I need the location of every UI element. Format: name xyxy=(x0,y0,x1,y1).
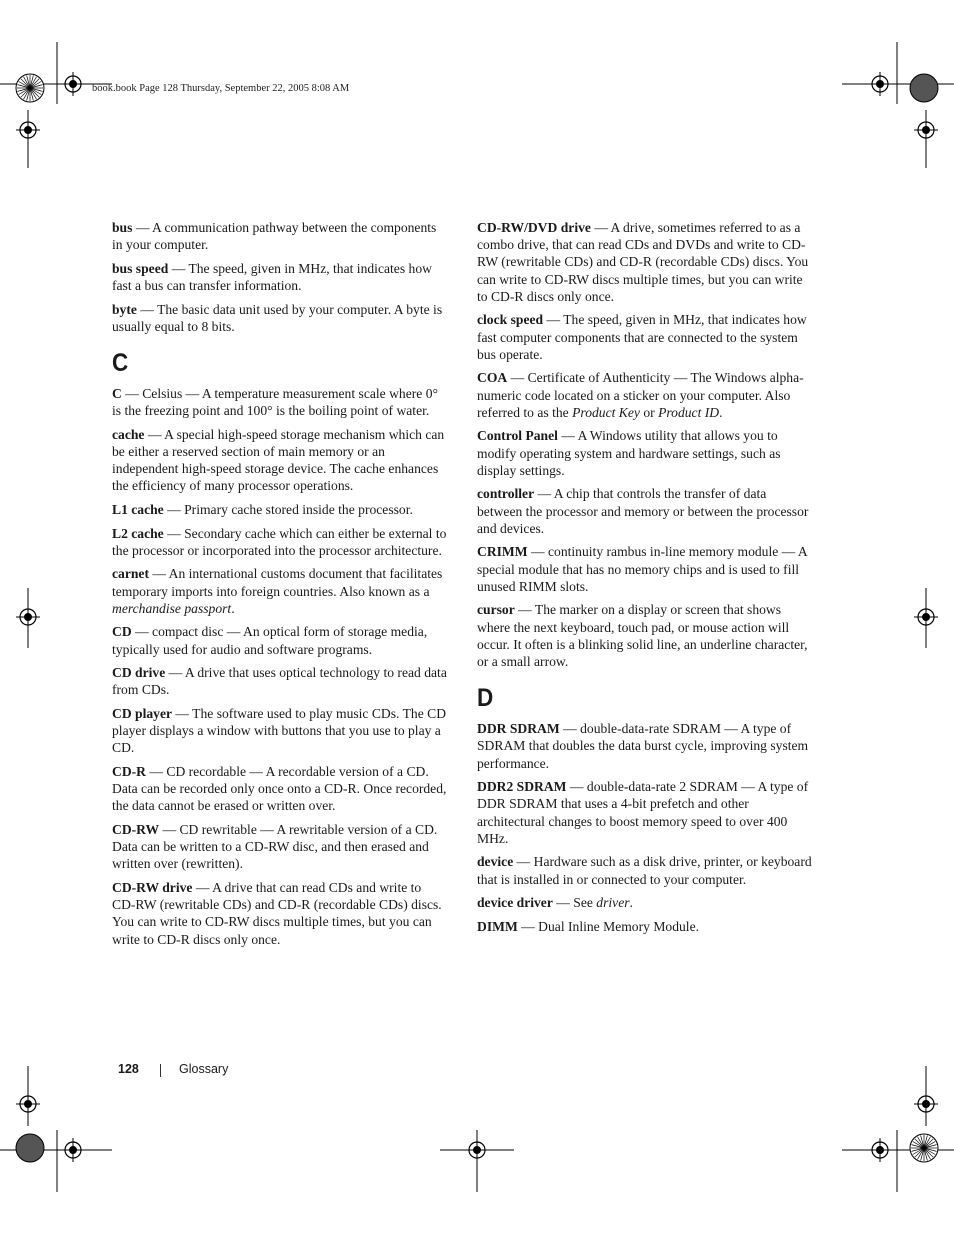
glossary-definition: — A Windows utility that allows you to modify operating system and hardware settings, such as display settings. xyxy=(477,428,781,478)
glossary-entry xyxy=(477,311,813,363)
glossary-term: bus xyxy=(112,220,133,235)
glossary-entry xyxy=(112,501,448,518)
glossary-term: device driver xyxy=(477,895,553,911)
section-title: Glossary xyxy=(179,1062,229,1076)
print-header: book.book Page 128 Thursday, September 22, 2005 8:08 AM xyxy=(92,83,350,94)
glossary-definition: — compact disc — An optical form of storage media, typically used for audio and software programs. xyxy=(112,624,428,657)
glossary-term: CD player xyxy=(112,705,173,721)
glossary-definition: — See xyxy=(552,895,597,911)
glossary-term: Control Panel xyxy=(477,428,558,444)
glossary-entry xyxy=(112,385,448,419)
glossary-entry xyxy=(112,821,448,873)
glossary-definition: . xyxy=(231,600,235,616)
glossary-entry xyxy=(112,260,448,294)
section-letter: C xyxy=(112,349,129,377)
footer-separator xyxy=(160,1064,161,1077)
glossary-term: CD-RW/DVD drive xyxy=(477,220,591,235)
glossary-term: CD-R xyxy=(112,763,146,779)
glossary-term: CRIMM xyxy=(477,544,528,560)
glossary-definition: — A special high-speed storage mechanism which can be either a reserved section of main memory or an independent high-speed storage device. The cache enhances the efficiency of many processor operations. xyxy=(112,426,445,494)
glossary-definition: — The software used to play music CDs. The CD player displays a window with buttons that you use to play a CD. xyxy=(112,705,447,756)
glossary-entry xyxy=(477,918,813,935)
glossary-definition: — CD recordable — A recordable version of a CD. Data can be recorded only once onto a CD-R. Once recorded, the data cannot be erased or written over. xyxy=(112,763,447,814)
glossary-term: clock speed xyxy=(477,312,544,328)
glossary-term: L2 cache xyxy=(112,525,164,541)
glossary-term: COA xyxy=(477,370,508,386)
glossary-definition: — A drive, sometimes referred to as a combo drive, that can read CDs and DVDs and write to CD-RW (rewritable CDs) and CD-R (recordable CDs) discs. You can write to CD-RW discs multiple times, but you can write to CD-R discs only once. xyxy=(477,220,809,304)
glossary-definition: — A communication pathway between the components in your computer. xyxy=(112,220,437,253)
glossary-entry xyxy=(477,601,813,670)
glossary-entry xyxy=(477,778,813,847)
glossary-entry xyxy=(477,853,813,887)
glossary-column-left xyxy=(112,219,448,954)
glossary-entry xyxy=(477,894,813,911)
glossary-definition: — The speed, given in MHz, that indicates how fast computer components that are connected to the system bus operate. xyxy=(477,312,807,362)
glossary-definition: — CD rewritable — A rewritable version of a CD. Data can be written to a CD-RW disc, and then erased and written over (rewritten). xyxy=(112,821,438,872)
glossary-entry xyxy=(477,219,813,305)
glossary-italic: Product ID xyxy=(658,404,720,420)
glossary-entry xyxy=(112,705,448,757)
glossary-term: cache xyxy=(112,426,145,442)
glossary-term: DIMM xyxy=(477,918,518,934)
glossary-definition: — continuity rambus in-line memory module — A special module that has no memory chips and is used to fill unused RIMM slots. xyxy=(477,544,807,594)
glossary-term: C xyxy=(112,386,122,401)
glossary-definition: . xyxy=(719,404,723,420)
glossary-term: carnet xyxy=(112,566,149,582)
glossary-term: L1 cache xyxy=(112,502,164,517)
glossary-entry xyxy=(112,763,448,815)
glossary-term: DDR SDRAM xyxy=(477,721,560,737)
glossary-term: cursor xyxy=(477,602,515,618)
glossary-definition: — Secondary cache which can either be external to the processor or incorporated into the processor architecture. xyxy=(112,525,447,558)
glossary-entry xyxy=(477,369,813,421)
glossary-entry xyxy=(112,301,448,335)
glossary-entry xyxy=(112,879,448,948)
glossary-definition: — Dual Inline Memory Module. xyxy=(517,918,700,934)
glossary-definition: — Certificate of Authenticity — The Windows alpha-numeric code located on a sticker on your computer. Also referred to as the xyxy=(477,370,804,420)
glossary-term: device xyxy=(477,854,514,870)
glossary-entry xyxy=(112,664,448,698)
glossary-entry xyxy=(112,565,448,617)
glossary-entry xyxy=(477,720,813,772)
glossary-entry xyxy=(112,219,448,253)
glossary-definition: — Hardware such as a disk drive, printer, or keyboard that is installed in or connected to your computer. xyxy=(477,854,812,887)
glossary-definition: — The basic data unit used by your computer. A byte is usually equal to 8 bits. xyxy=(112,301,443,334)
glossary-definition: — A chip that controls the transfer of data between the processor and memory or between the processor and devices. xyxy=(477,486,809,536)
glossary-entry xyxy=(112,426,448,495)
glossary-term: CD-RW drive xyxy=(112,879,193,895)
glossary-definition: — Primary cache stored inside the processor. xyxy=(163,502,413,517)
glossary-definition: . xyxy=(629,895,633,911)
glossary-entry xyxy=(477,427,813,479)
glossary-term: DDR2 SDRAM xyxy=(477,779,567,795)
glossary-definition: — The marker on a display or screen that shows where the next keyboard, touch pad, or mouse action will occur. It often is a blinking solid line, an underline character, or a small arrow. xyxy=(477,602,808,670)
glossary-italic: driver xyxy=(596,895,630,911)
glossary-term: CD xyxy=(112,624,132,640)
glossary-term: byte xyxy=(112,301,137,317)
glossary-term: CD-RW xyxy=(112,821,160,837)
glossary-definition: — The speed, given in MHz, that indicates how fast a bus can transfer information. xyxy=(112,260,432,293)
glossary-definition: — double-data-rate 2 SDRAM — A type of DDR SDRAM that uses a 4-bit prefetch and other architectural changes to boost memory speed to over 400 MHz. xyxy=(477,779,809,846)
glossary-definition: or xyxy=(639,404,659,420)
glossary-definition: — double-data-rate SDRAM — A type of SDRAM that doubles the data burst cycle, improving system performance. xyxy=(477,721,809,771)
glossary-italic: Product Key xyxy=(572,404,640,420)
glossary-entry xyxy=(112,525,448,559)
glossary-column-right xyxy=(477,219,813,941)
page-number: 128 xyxy=(118,1062,139,1076)
glossary-italic: merchandise passport xyxy=(112,600,232,616)
glossary-term: CD drive xyxy=(112,665,166,681)
glossary-entry xyxy=(477,543,813,595)
section-letter: D xyxy=(477,684,494,713)
glossary-definition: — An international customs document that facilitates temporary imports into foreign countries. Also known as a xyxy=(112,566,443,599)
glossary-entry xyxy=(112,623,448,657)
glossary-definition: — A drive that uses optical technology to read data from CDs. xyxy=(112,665,447,698)
glossary-entry xyxy=(477,485,813,537)
glossary-definition: — A drive that can read CDs and write to CD-RW (rewritable CDs) and CD-R (recordable CDs) discs. You can write to CD-RW discs multiple times, but you can write to CD-R discs only once. xyxy=(112,879,442,947)
glossary-term: controller xyxy=(477,486,535,502)
glossary-definition: — Celsius — A temperature measurement scale where 0° is the freezing point and 100° is the boiling point of water. xyxy=(112,386,438,419)
glossary-term: bus speed xyxy=(112,260,169,276)
